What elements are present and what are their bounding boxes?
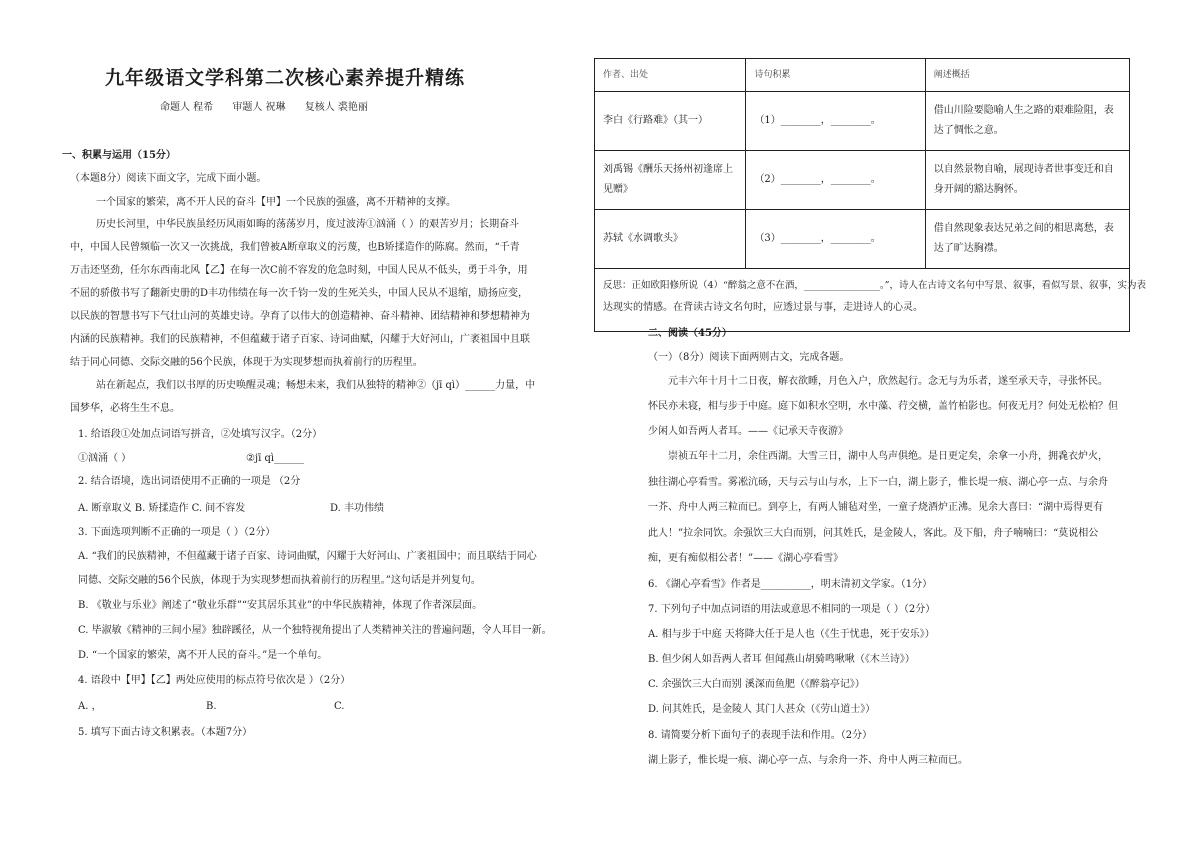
table-cell-summary: 借山川险要隐喻人生之路的艰难险阻，表达了惆怅之意。	[933, 105, 1114, 136]
passage-line: 内涵的民族精神。我们的民族精神，不但蕴藏于诸子百家、诗词曲赋，闪耀于大好河山，广袤祖国中且联	[70, 334, 530, 345]
question-7-option: D. 问其姓氏，是金陵人 其门人甚众（《劳山道士》）	[648, 704, 876, 715]
section-heading-1: 一、积累与运用（15分）	[62, 150, 176, 161]
classical-text-2: 独往湖心亭看雪。雾凇沆砀，天与云与山与水，上下一白，湖上影子，惟长堤一痕、湖心亭一点、与余舟	[648, 477, 1108, 488]
classical-text-1: 怀民亦未寝，相与步于中庭。庭下如积水空明，水中藻、荇交横，盖竹柏影也。何夜无月？何处无松柏？但	[648, 401, 1118, 412]
classical-text-2: 崇祯五年十二月，余住西湖。大雪三日，湖中人鸟声俱绝。是日更定矣，余拿一小舟，拥毳衣炉火，	[668, 451, 1108, 462]
passage-line: 中，中国人民曾频临一次又一次挑战，我们曾被A断章取义的污蔑，也B矫揉造作的陈腐。然而，“千青	[70, 242, 520, 253]
table-row	[595, 210, 1129, 269]
section-heading-2: 二、阅读（45分）	[648, 328, 732, 339]
passage-line: 万击还坚劲，任尔东西南北风【乙】在每一次C前不容发的危急时刻，中国人民从不低头，勇于斗争，用	[70, 265, 528, 276]
table-cell-verse: （2）________，________。	[746, 151, 925, 209]
question-1-blank-1: ①汹涌（ ）	[78, 453, 132, 464]
question-4-option-b: B.	[206, 701, 217, 712]
table-row	[595, 151, 1129, 210]
question-2-option-d: D. 丰功伟绩	[330, 503, 385, 514]
table-header: 诗句积累	[746, 59, 925, 91]
passage-line: 站在新起点，我们以书厚的历史唤醒灵魂；畅想未来，我们从独特的精神②（jī qì）______力量，中	[96, 380, 536, 391]
question-3-option: A. “我们的民族精神，不但蕴藏于诸子百家、诗词曲赋，闪耀于大好河山、广袤祖国中；而且联结于同心	[78, 551, 537, 562]
author-reviewer: 审题人 祝琳	[232, 102, 286, 113]
question-3-option: D. “一个国家的繁荣，离不开人民的奋斗。”是一个单句。	[78, 650, 328, 661]
passage-line: 结于同心同德、交际交融的56个民族，体现于为实现梦想而执着前行的历程里。	[70, 357, 423, 368]
question-8: 8. 请简要分析下面句子的表现手法和作用。（2分）	[648, 730, 873, 741]
table-footer-line: 达现实的情感。在背读古诗文名句时，应透过景与事，走进诗人的心灵。	[603, 302, 923, 313]
table-header-row	[595, 59, 1129, 92]
question-3-option: B. 《敬业与乐业》阐述了“敬业乐群”“安其居乐其业”的中华民族精神，体现了作者深层面。	[78, 600, 483, 611]
question-7-option: A. 相与步于中庭 天将降大任于是人也（《生于忧患，死于安乐》）	[648, 629, 935, 640]
question-3-option: 同德、交际交融的56个民族，体现于为实现梦想而执着前行的历程里。”这句话是并列复句。	[78, 575, 481, 586]
passage-line: 不屈的骄傲书写了翻新史册的D丰功伟绩在每一次千钧一发的生死关头，中国人民从不退缩，励扬应变，	[70, 288, 529, 299]
question-5: 5. 填写下面古诗文积累表。（本题7分）	[78, 727, 253, 738]
classical-text-1: 元丰六年十月十二日夜，解衣欲睡，月色入户，欣然起行。念无与为乐者，遂至承天寺，寻张怀民。	[668, 376, 1108, 387]
table-cell-source: 苏轼《水调歌头》	[595, 210, 746, 268]
table-footer	[595, 269, 1147, 331]
table-cell-summary: 借自然现象表达兄弟之间的相思离愁，表达了旷达胸襟。	[933, 223, 1114, 254]
table-cell-source: 刘禹锡《酬乐天扬州初逢席上见赠》	[595, 151, 746, 209]
question-6: 6. 《湖心亭看雪》作者是__________，明末清初文学家。（1分）	[648, 579, 933, 590]
question-7-option: C. 余强饮三大白而别 溪深而鱼肥（《醉翁亭记》）	[648, 679, 865, 690]
question-7-option: B. 但少闲人如吾两人者耳 但闻燕山胡骑鸣啾啾（《木兰诗》）	[648, 654, 915, 665]
table-cell-source: 李白《行路难》（其一）	[595, 92, 746, 150]
question-2: 2. 结合语境，选出词语使用不正确的一项是 （2分	[78, 476, 301, 487]
table-cell-verse: （3）________，________。	[746, 210, 925, 268]
classical-text-2: 痴，更有痴似相公者！”——《湖心亭看雪》	[648, 553, 844, 564]
classical-text-1: 少闲人如吾两人者耳。——《记承天寺夜游》	[648, 426, 848, 437]
author-setter: 命题人 程希	[160, 102, 214, 113]
authors-line	[160, 98, 384, 113]
author-checker: 复核人 裘艳丽	[304, 102, 368, 113]
table-header: 作者、出处	[595, 59, 746, 91]
question-4-option-c: C.	[334, 701, 345, 712]
intro-text: （本题8分）阅读下面文字，完成下面小题。	[70, 173, 267, 184]
table-cell-verse: （1）________，________。	[746, 92, 925, 150]
question-3-option: C. 毕淑敏《精神的三间小屋》独辟蹊径，从一个独特视角提出了人类精神关注的普遍问题，令人耳目一新。	[78, 625, 552, 636]
passage-line: 一个国家的繁荣，离不开人民的奋斗【甲】一个民族的强盛，离不开精神的支撑。	[96, 197, 456, 208]
question-8-text: 湖上影子，惟长堤一痕、湖心亭一点、与余舟一芥、舟中人两三粒而已。	[648, 755, 968, 766]
table-footer-line: 反思：正如欧阳修所说（4）“醉翁之意不在酒，________________。”，诗人在古诗文名句中写景、叙事，看似写景、叙事，实为表	[603, 280, 1147, 291]
question-2-options-abc: A. 断章取义 B. 矫揉造作 C. 间不容发	[78, 503, 246, 514]
question-3: 3. 下面选项判断不正确的一项是（ ）（2分）	[78, 527, 276, 538]
passage-line: 以民族的智慧书写下气壮山河的英雄史诗。孕育了以伟大的创造精神、奋斗精神、团结精神和梦想精神为	[70, 311, 530, 322]
question-1-blank-2: ②jī qì______	[246, 453, 305, 464]
passage-line: 历史长河里，中华民族虽经历风雨如晦的荡荡岁月，度过波涛①汹涌（ ）的艰苦岁月；长期奋斗	[96, 219, 520, 230]
reading-intro: （一）（8分）阅读下面两则古文，完成各题。	[648, 352, 850, 363]
table-header: 阐述概括	[933, 70, 970, 80]
question-1: 1. 给语段①处加点词语写拼音，②处填写汉字。（2分）	[78, 429, 323, 440]
paper-title: 九年级语文学科第二次核心素养提升精练	[105, 67, 466, 89]
classical-text-2: 一芥、舟中人两三粒而已。到亭上，有两人铺毡对坐，一童子烧酒炉正沸。见余大喜曰：“湖中焉得更有	[648, 502, 1104, 513]
question-4-option-a: A. ，	[78, 701, 102, 712]
question-4: 4. 语段中【甲】【乙】两处应使用的标点符号依次是 ）（2分）	[78, 675, 351, 686]
question-7: 7. 下列句子中加点词语的用法或意思不相同的一项是（ ）（2分）	[648, 604, 936, 615]
classical-text-2: 此人！”拉余同饮。余强饮三大白而别，问其姓氏，是金陵人，客此。及下船，舟子喃喃曰：“莫说相公	[648, 528, 1099, 539]
passage-line: 国梦华，必将生生不息。	[70, 403, 180, 414]
table-row	[595, 92, 1129, 151]
poetry-table	[594, 58, 1147, 332]
table-cell-summary: 以自然景物自喻，展现诗者世事变迁和自身开阔的豁达胸怀。	[933, 164, 1114, 195]
